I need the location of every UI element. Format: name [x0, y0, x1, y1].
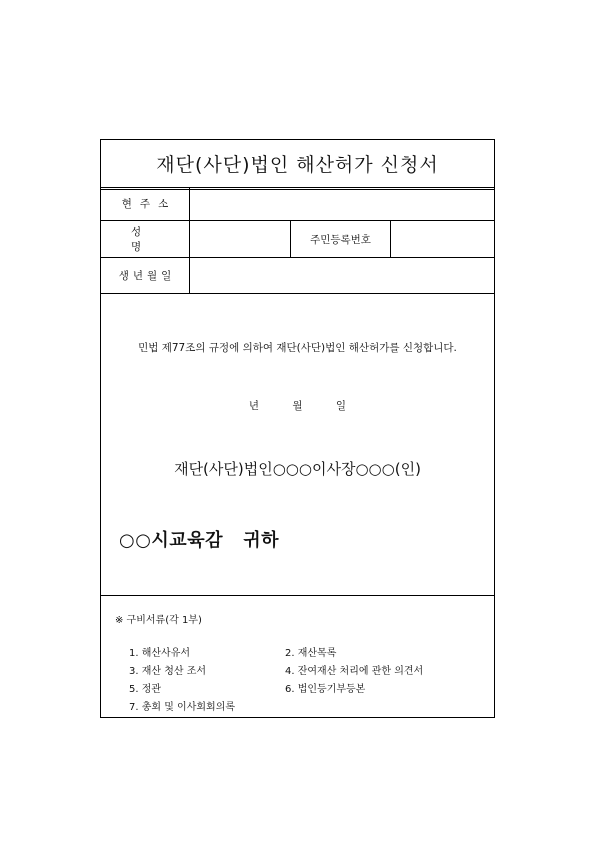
document-item: 4. 잔여재산 처리에 관한 의견서 [285, 666, 424, 677]
addressee-text: ○○시교육감 귀하 [119, 530, 280, 551]
address-field[interactable] [190, 187, 493, 220]
name-label: 성명 [101, 221, 190, 257]
application-statement: 민법 제77조의 규정에 의하여 재단(사단)법인 해산허가를 신청합니다. [138, 342, 457, 354]
applicant-signature: 재단(사단)법인○○○이사장○○○(인) [174, 460, 421, 478]
date-line [101, 398, 494, 413]
birth-row [101, 258, 494, 294]
name-field[interactable] [190, 221, 291, 257]
resident-no-field[interactable] [391, 221, 493, 257]
application-form [100, 139, 495, 718]
addressee [119, 526, 279, 552]
date-month: 월 [292, 400, 303, 412]
documents-heading: ※ 구비서류(각 1부) [115, 615, 202, 626]
birth-label: 생년월일 [101, 258, 190, 293]
document-item: 3. 재산 청산 조서 [129, 666, 207, 677]
document-item: 2. 재산목록 [285, 648, 337, 659]
document-item: 5. 정관 [129, 684, 162, 695]
resident-no-label: 주민등록번호 [291, 221, 391, 257]
documents-list [129, 644, 469, 713]
address-row [101, 187, 494, 221]
date-day: 일 [335, 400, 347, 412]
address-label: 현주소 [101, 187, 190, 220]
birth-field[interactable] [190, 258, 493, 293]
date-year: 년 [248, 400, 260, 412]
name-row [101, 221, 494, 258]
form-title: 재단(사단)법인 해산허가 신청서 [101, 140, 494, 190]
document-item: 7. 총회 및 이사회회의록 [129, 702, 236, 713]
document-item: 1. 해산사유서 [129, 648, 191, 659]
required-documents [101, 595, 494, 717]
document-item: 6. 법인등기부등본 [285, 684, 366, 695]
